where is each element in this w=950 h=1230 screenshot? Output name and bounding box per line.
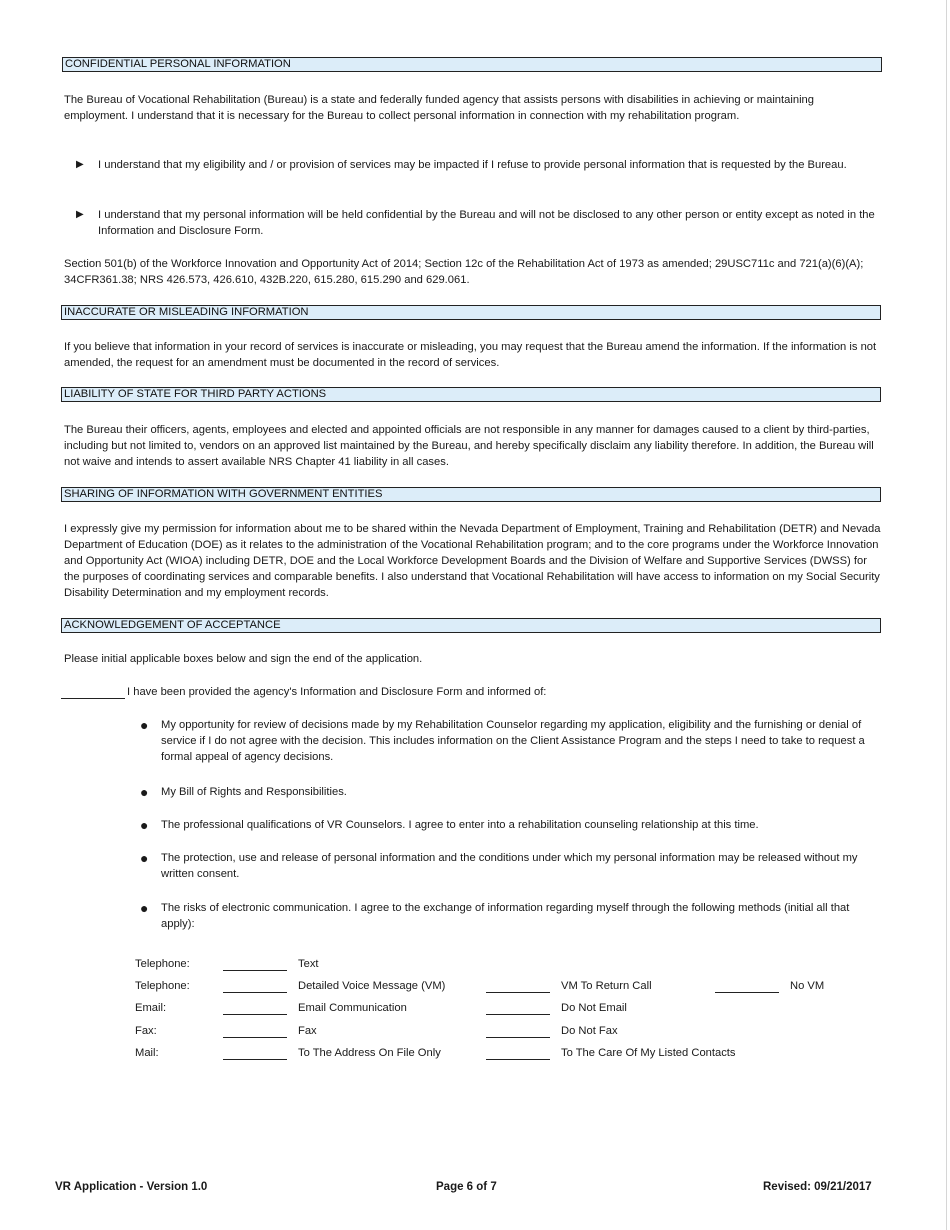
method-option: Text: [298, 958, 319, 970]
ack-item-2: My Bill of Rights and Responsibilities.: [161, 786, 347, 798]
confidential-intro: The Bureau of Vocational Rehabilitation (Bureau) is a state and federally funded agency that assists persons with disabilities in achieving or maintaining employment. I understand that it is necessary for the Bureau to collect personal information in connection with my rehabilitation program.: [64, 94, 814, 122]
method-option: Do Not Email: [561, 1002, 627, 1014]
footer-page-number: Page 6 of 7: [436, 1181, 497, 1193]
acknowledgement-instructions: Please initial applicable boxes below and sign the end of the application.: [64, 653, 423, 665]
liability-body: The Bureau their officers, agents, employees and elected and appointed officials are not responsible in any manner for damages caused to a client by third-parties, including but not limited to, vendors on an approved list maintained by the Bureau, and hereby specifically disclaim any liability therefore. In addition, the Bureau will not waive and intends to assert available NRS Chapter 41 liability in all cases.: [64, 424, 874, 468]
initial-blank[interactable]: [486, 992, 550, 993]
method-option: Email Communication: [298, 1002, 407, 1014]
confidential-citation: Section 501(b) of the Workforce Innovation and Opportunity Act of 2014; Section 12c of the Rehabilitation Act of 1973 as amended; 29USC711c and 721(a)(6)(A); 34CFR361.38; NRS 426.573, 426.610, 432B.220, 615.280, 615.290 and 629.061.: [64, 258, 864, 286]
initial-blank[interactable]: [486, 1059, 550, 1060]
confidential-bullet-2: I understand that my personal information will be held confidential by the Bureau and will not be disclosed to any other person or entity except as noted in the Information and Disclosure Form.: [98, 209, 875, 237]
footer-revised-date: Revised: 09/21/2017: [763, 1181, 872, 1193]
confidential-bullet-1: I understand that my eligibility and / or provision of services may be impacted if I refuse to provide personal information that is requested by the Bureau.: [98, 159, 847, 171]
initial-blank[interactable]: [715, 992, 779, 993]
ack-item-3: The professional qualifications of VR Counselors. I agree to enter into a rehabilitation counseling relationship at this time.: [161, 819, 759, 831]
acknowledgement-provided: I have been provided the agency's Information and Disclosure Form and informed of:: [127, 686, 547, 698]
ack-item-1: My opportunity for review of decisions made by my Rehabilitation Counselor regarding my application, eligibility and the furnishing or denial of service if I do not agree with the decision. This includes information on the Client Assistance Program and the steps I need to take to request a formal appeal of agency decisions.: [161, 719, 865, 763]
method-option: To The Care Of My Listed Contacts: [561, 1047, 736, 1059]
ack-item-4: The protection, use and release of personal information and the conditions under which my personal information may be released without my written consent.: [161, 852, 858, 880]
method-option: Fax: [298, 1025, 317, 1037]
section-heading-sharing: SHARING OF INFORMATION WITH GOVERNMENT ENTITIES: [61, 487, 881, 502]
bullet-dot-icon: ●: [140, 900, 149, 916]
triangle-bullet-icon: ▶: [76, 159, 84, 170]
initial-blank[interactable]: [223, 1037, 287, 1038]
method-option: No VM: [790, 980, 825, 992]
initial-blank[interactable]: [223, 992, 287, 993]
section-heading-acknowledgement: ACKNOWLEDGEMENT OF ACCEPTANCE: [61, 618, 881, 633]
bullet-dot-icon: ●: [140, 817, 149, 833]
method-option: VM To Return Call: [561, 980, 652, 992]
initial-blank-disclosure[interactable]: [61, 698, 125, 699]
page-edge: [946, 0, 947, 1230]
method-label: Email:: [135, 1002, 167, 1014]
ack-item-5: The risks of electronic communication. I agree to the exchange of information regarding myself through the following methods (initial all that apply):: [161, 902, 850, 930]
initial-blank[interactable]: [223, 1014, 287, 1015]
section-heading-liability: LIABILITY OF STATE FOR THIRD PARTY ACTIONS: [61, 387, 881, 402]
section-heading-inaccurate: INACCURATE OR MISLEADING INFORMATION: [61, 305, 881, 320]
section-heading-confidential: CONFIDENTIAL PERSONAL INFORMATION: [62, 57, 882, 72]
method-label: Mail:: [135, 1047, 159, 1059]
method-label: Fax:: [135, 1025, 157, 1037]
method-label: Telephone:: [135, 980, 190, 992]
initial-blank[interactable]: [486, 1037, 550, 1038]
bullet-dot-icon: ●: [140, 784, 149, 800]
sharing-body: I expressly give my permission for information about me to be shared within the Nevada Department of Employment, Training and Rehabilitation (DETR) and Nevada Department of Education (DOE) as it relates to the administration of the Vocational Rehabilitation program; and to the core programs under the Workforce Innovation and Opportunity Act (WIOA) including DETR, DOE and the Local Workforce Development Boards and the Division of Welfare and Supportive Services (DWSS) for the purposes of coordinating services and comparable benefits. I also understand that Vocational Rehabilitation will have access to information on my Social Security Disability Determination and my employment records.: [64, 523, 881, 599]
method-option: To The Address On File Only: [298, 1047, 441, 1059]
inaccurate-body: If you believe that information in your record of services is inaccurate or misleading, you may request that the Bureau amend the information. If the information is not amended, the request for an amendment must be documented in the record of services.: [64, 341, 877, 369]
bullet-dot-icon: ●: [140, 717, 149, 733]
initial-blank[interactable]: [223, 1059, 287, 1060]
method-option: Do Not Fax: [561, 1025, 618, 1037]
method-option: Detailed Voice Message (VM): [298, 980, 446, 992]
footer-version: VR Application - Version 1.0: [55, 1181, 208, 1193]
initial-blank[interactable]: [223, 970, 287, 971]
method-label: Telephone:: [135, 958, 190, 970]
initial-blank[interactable]: [486, 1014, 550, 1015]
bullet-dot-icon: ●: [140, 850, 149, 866]
triangle-bullet-icon: ▶: [76, 209, 84, 220]
